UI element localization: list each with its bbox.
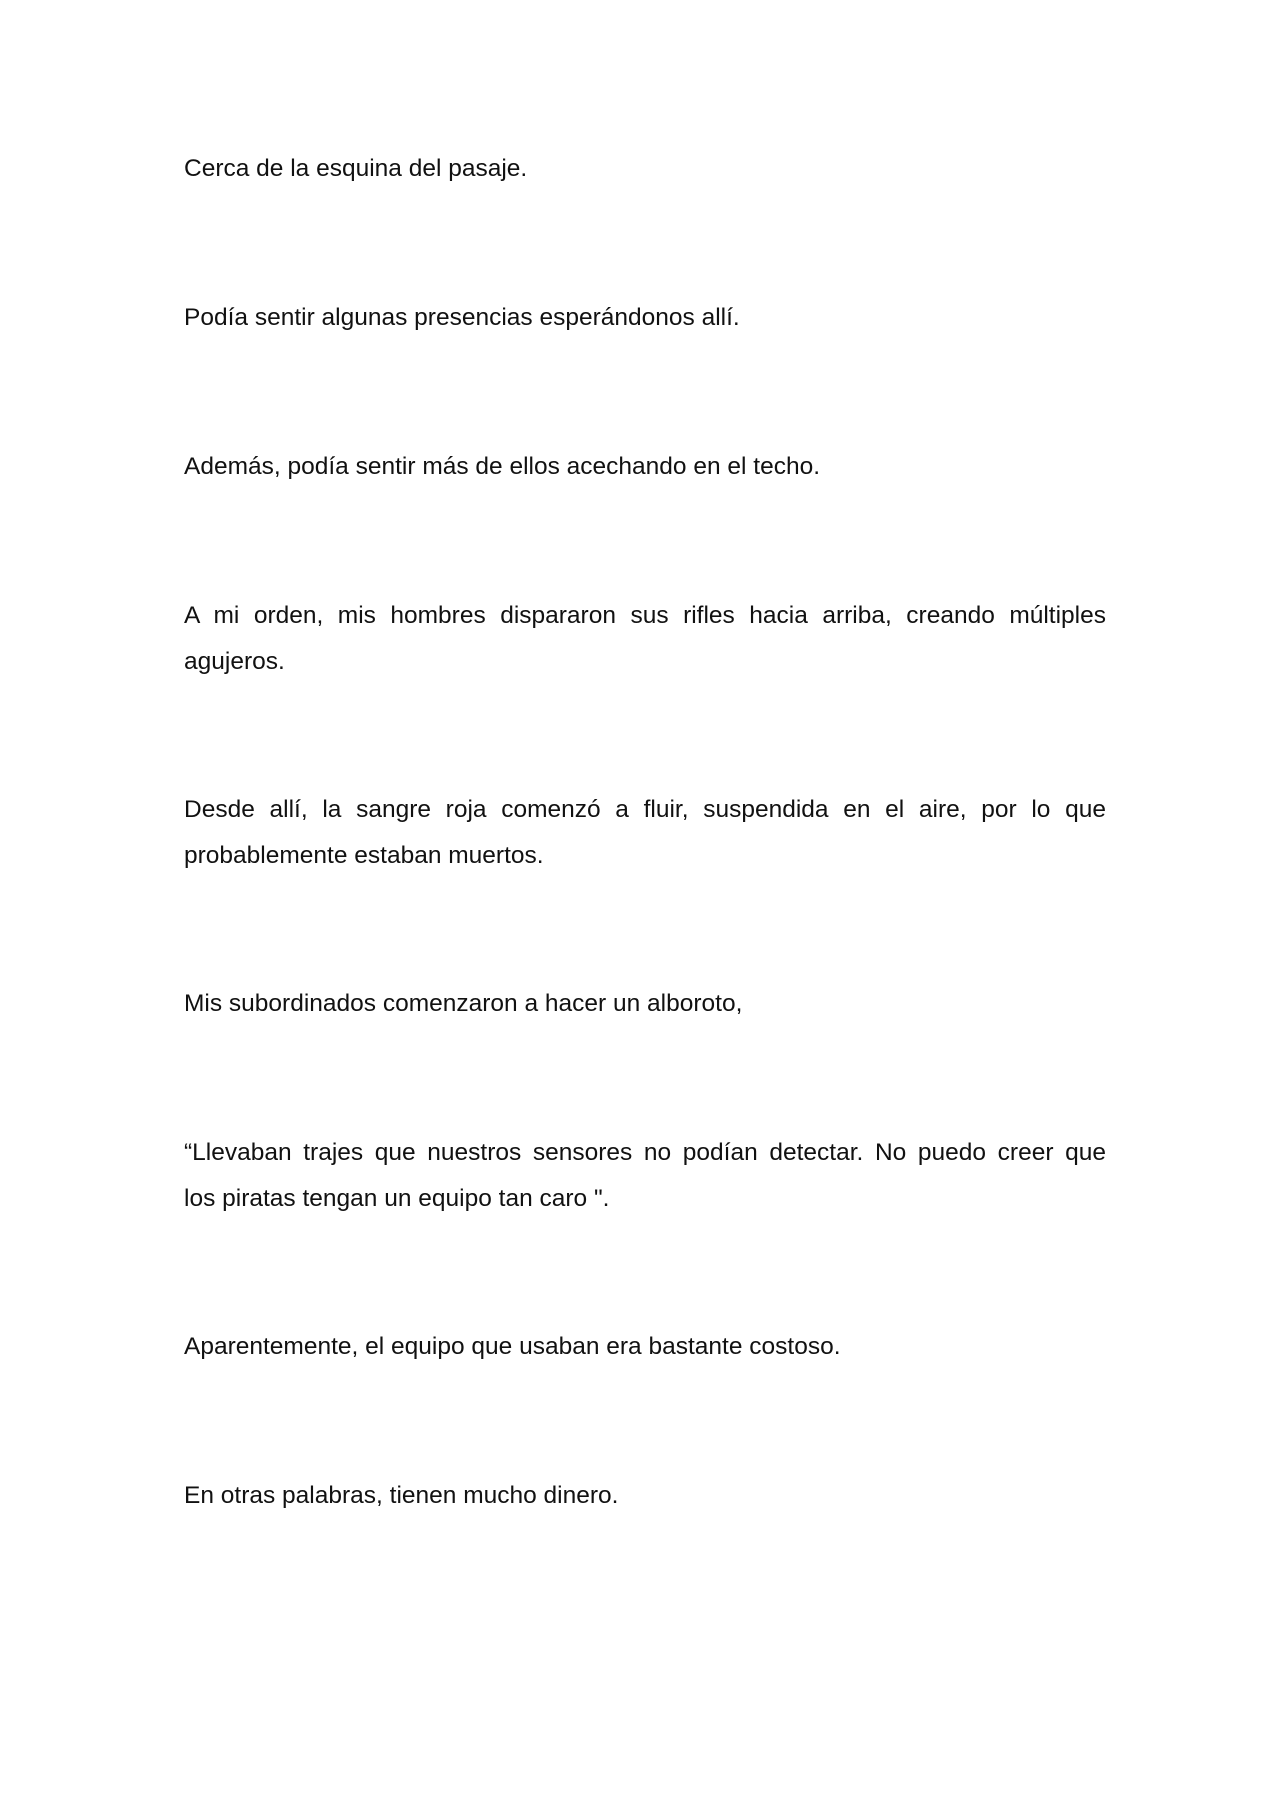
paragraph-4 bbox=[184, 593, 1106, 685]
paragraph-line: En otras palabras, tienen mucho dinero. bbox=[184, 1482, 619, 1509]
paragraph-line: agujeros. bbox=[184, 648, 285, 675]
paragraph-line: Podía sentir algunas presencias esperándonos allí. bbox=[184, 304, 740, 331]
paragraph-line: Mis subordinados comenzaron a hacer un alboroto, bbox=[184, 990, 743, 1017]
paragraph-line: “Llevaban trajes que nuestros sensores no podían detectar. No puedo creer que bbox=[184, 1139, 1106, 1166]
paragraph-6 bbox=[184, 981, 1106, 1027]
paragraph-line: Desde allí, la sangre roja comenzó a fluir, suspendida en el aire, por lo que bbox=[184, 796, 1106, 823]
paragraph-3 bbox=[184, 444, 1106, 490]
paragraph-line: Además, podía sentir más de ellos acechando en el techo. bbox=[184, 453, 821, 480]
paragraph-2 bbox=[184, 295, 1106, 341]
paragraph-line: los piratas tengan un equipo tan caro ". bbox=[184, 1185, 610, 1212]
paragraph-9 bbox=[184, 1473, 1106, 1519]
paragraph-8 bbox=[184, 1324, 1106, 1370]
paragraph-5 bbox=[184, 787, 1106, 879]
paragraph-line: Cerca de la esquina del pasaje. bbox=[184, 155, 528, 182]
paragraph-line: A mi orden, mis hombres dispararon sus rifles hacia arriba, creando múltiples bbox=[184, 602, 1106, 629]
paragraph-7 bbox=[184, 1130, 1106, 1222]
paragraph-1 bbox=[184, 146, 1106, 192]
paragraph-line: Aparentemente, el equipo que usaban era bastante costoso. bbox=[184, 1333, 841, 1360]
paragraph-line: probablemente estaban muertos. bbox=[184, 842, 544, 869]
